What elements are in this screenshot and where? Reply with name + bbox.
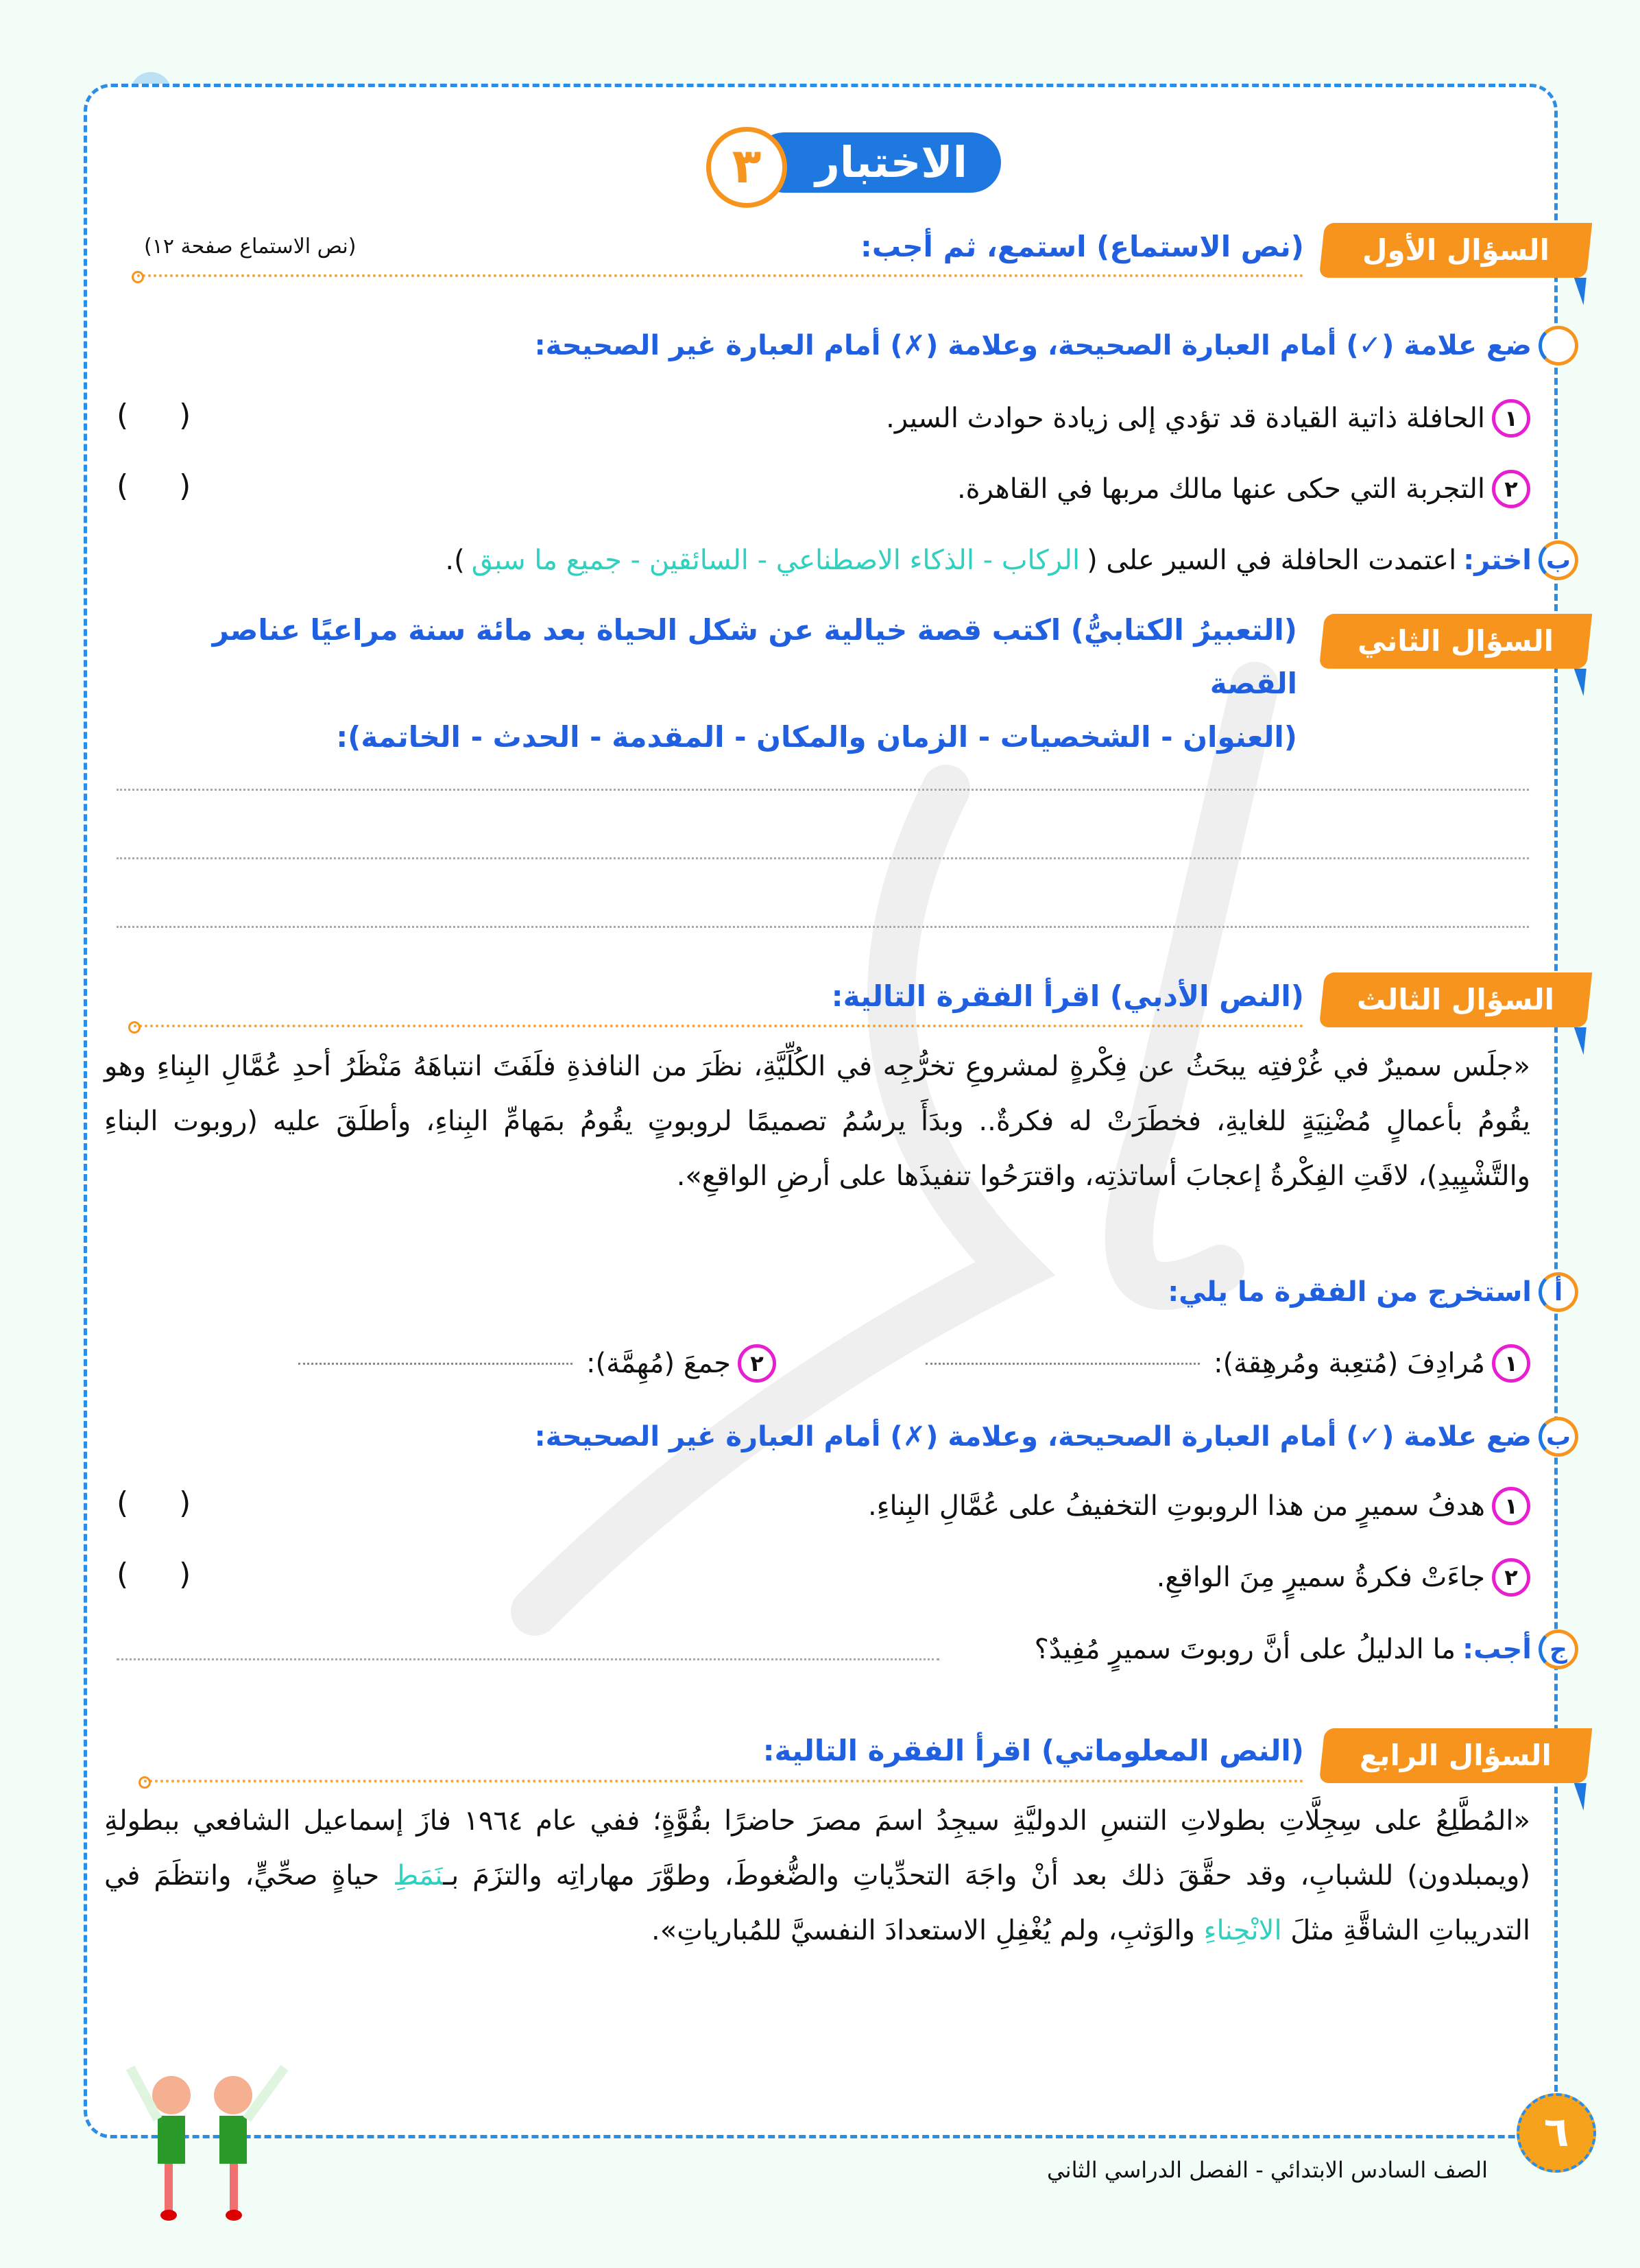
q1-a-instruction: ضع علامة (✓) أمام العبارة الصحيحة، وعلامة (✗) أمام العبارة غير الصحيحة: bbox=[535, 326, 1578, 366]
q3-b-item-1: ١ هدفُ سميرٍ من هذا الروبوتِ التخفيفُ على عُمَّالِ البِناءِ. bbox=[868, 1487, 1530, 1525]
answer-box[interactable]: ( ) bbox=[117, 1485, 191, 1520]
q2-line-2: (العنوان - الشخصيات - الزمان والمكان - المقدمة - الحدث - الخاتمة): bbox=[336, 720, 1297, 754]
page-number: ٦ bbox=[1517, 2093, 1596, 2173]
footer-text: الصف السادس الابتدائي - الفصل الدراسي الثاني bbox=[1046, 2157, 1488, 2183]
q2-prompt bbox=[118, 604, 1297, 764]
answer-blank[interactable] bbox=[926, 1363, 1200, 1365]
title-label: الاختبار bbox=[754, 132, 1001, 193]
exam-number: ٣ bbox=[706, 127, 787, 208]
writing-line[interactable] bbox=[117, 1658, 939, 1660]
q3-b-item-2: ٢ جاءَتْ فكرةُ سميرٍ مِنَ الواقعِ. bbox=[1157, 1558, 1530, 1597]
q4-tag: السؤال الرابع bbox=[1319, 1728, 1592, 1783]
writing-line[interactable] bbox=[117, 857, 1529, 859]
answer-box[interactable]: ( ) bbox=[117, 1557, 191, 1592]
q1-tag: السؤال الأول bbox=[1319, 223, 1592, 278]
bullet-icon bbox=[1539, 326, 1578, 366]
q2-tag: السؤال الثاني bbox=[1319, 614, 1592, 669]
kids-illustration bbox=[117, 2061, 302, 2225]
answer-box[interactable]: ( ) bbox=[117, 398, 191, 433]
q1-header: (نص الاستماع) استمع، ثم أجب: bbox=[860, 230, 1304, 263]
q1-a-item-1: ١ الحافلة ذاتية القيادة قد تؤدي إلى زيادة حوادث السير. bbox=[886, 399, 1530, 438]
q4-paragraph: «المُطَّلِعُ على سِجِلَّاتِ بطولاتِ التنسِ الدوليَّةِ سيجِدُ اسمَ مصرَ حاضرًا بقُوَّةٍ؛ ففي عام ١٩٦٤ فازَ إسماعيل الشافعي ببطولةِ (ويمبلدون) للشبابِ، وقد حقَّقَ ذلك بعد أنْ واجَهَ التحدِّياتِ والضُّغوطَ، وطوَّرَ مهاراتِه والتزَمَ بـنَمَطِ حياةٍ صحِّيٍّ، وانتظَمَ في التدريباتِ الشاقَّةِ مثلَ الانْحِناءِ والوَثبِ، ولم يُغْفِلِ الاستعدادَ النفسيَّ للمُبارياتِ». bbox=[104, 1805, 1530, 1946]
answer-blank[interactable] bbox=[298, 1363, 572, 1365]
q1-reference: (نص الاستماع صفحة ١٢) bbox=[144, 235, 357, 259]
q1-b-choose: ب اختر: اعتمدت الحافلة في السير على ( الركاب - الذكاء الاصطناعي - السائقين - جميع ما سبق ). bbox=[445, 540, 1578, 580]
writing-line[interactable] bbox=[117, 926, 1529, 928]
divider bbox=[144, 1780, 1304, 1782]
answer-box[interactable]: ( ) bbox=[117, 468, 191, 503]
q3-b-instruction: ب ضع علامة (✓) أمام العبارة الصحيحة، وعلامة (✗) أمام العبارة غير الصحيحة: bbox=[535, 1417, 1578, 1457]
q4-header: (النص المعلوماتي) اقرأ الفقرة التالية: bbox=[762, 1734, 1304, 1767]
writing-line[interactable] bbox=[117, 789, 1529, 791]
q3-a-item-1: ١ مُرادِفَ (مُتعِبة ومُرهِقة): bbox=[919, 1344, 1530, 1383]
q3-paragraph: «جلَس سميرٌ في غُرْفتِه يبحَثُ عن فِكْرةٍ لمشروعِ تخرُّجِه في الكُلِّيَّةِ، نظَرَ من النافذةِ فلَفَتَ انتباهَهُ مَنْظَرُ أحدِ عُمَّالِ البِناءِ وهو يقُومُ بأعمالٍ مُضْنِيَةٍ للغايةِ، فخطَرَتْ له فكرةٌ.. وبدَأَ يرسُمُ تصميمًا لروبوتٍ يقُومُ بمَهامِّ البِناءِ، وأطلَقَ عليه (روبوت البناءِ والتَّشْيِيدِ)، لاقَتِ الفِكْرةُ إعجابَ أساتذتِه، واقترَحُوا تنفيذَها على أرضِ الواقعِ». bbox=[104, 1051, 1530, 1192]
q3-c-answer: ج أجب: ما الدليلُ على أنَّ روبوتَ سميرٍ مُفِيدٌ؟ bbox=[1035, 1630, 1578, 1669]
exam-title bbox=[706, 127, 1001, 199]
q3-a-item-2: ٢ جمعَ (مُهِمَّة): bbox=[291, 1344, 776, 1383]
divider bbox=[137, 274, 1304, 277]
q3-header: (النص الأدبي) اقرأ الفقرة التالية: bbox=[831, 979, 1304, 1013]
divider bbox=[134, 1025, 1304, 1027]
q2-line-1: (التعبيرُ الكتابيُّ) اكتب قصة خيالية عن شكل الحياة بعد مائة سنة مراعيًا عناصر القصة bbox=[212, 613, 1297, 700]
q3-tag: السؤال الثالث bbox=[1319, 972, 1592, 1027]
q3-a-instruction: أ استخرج من الفقرة ما يلي: bbox=[1168, 1272, 1578, 1312]
q1-a-item-2: ٢ التجربة التي حكى عنها مالك مربها في القاهرة. bbox=[957, 470, 1530, 508]
